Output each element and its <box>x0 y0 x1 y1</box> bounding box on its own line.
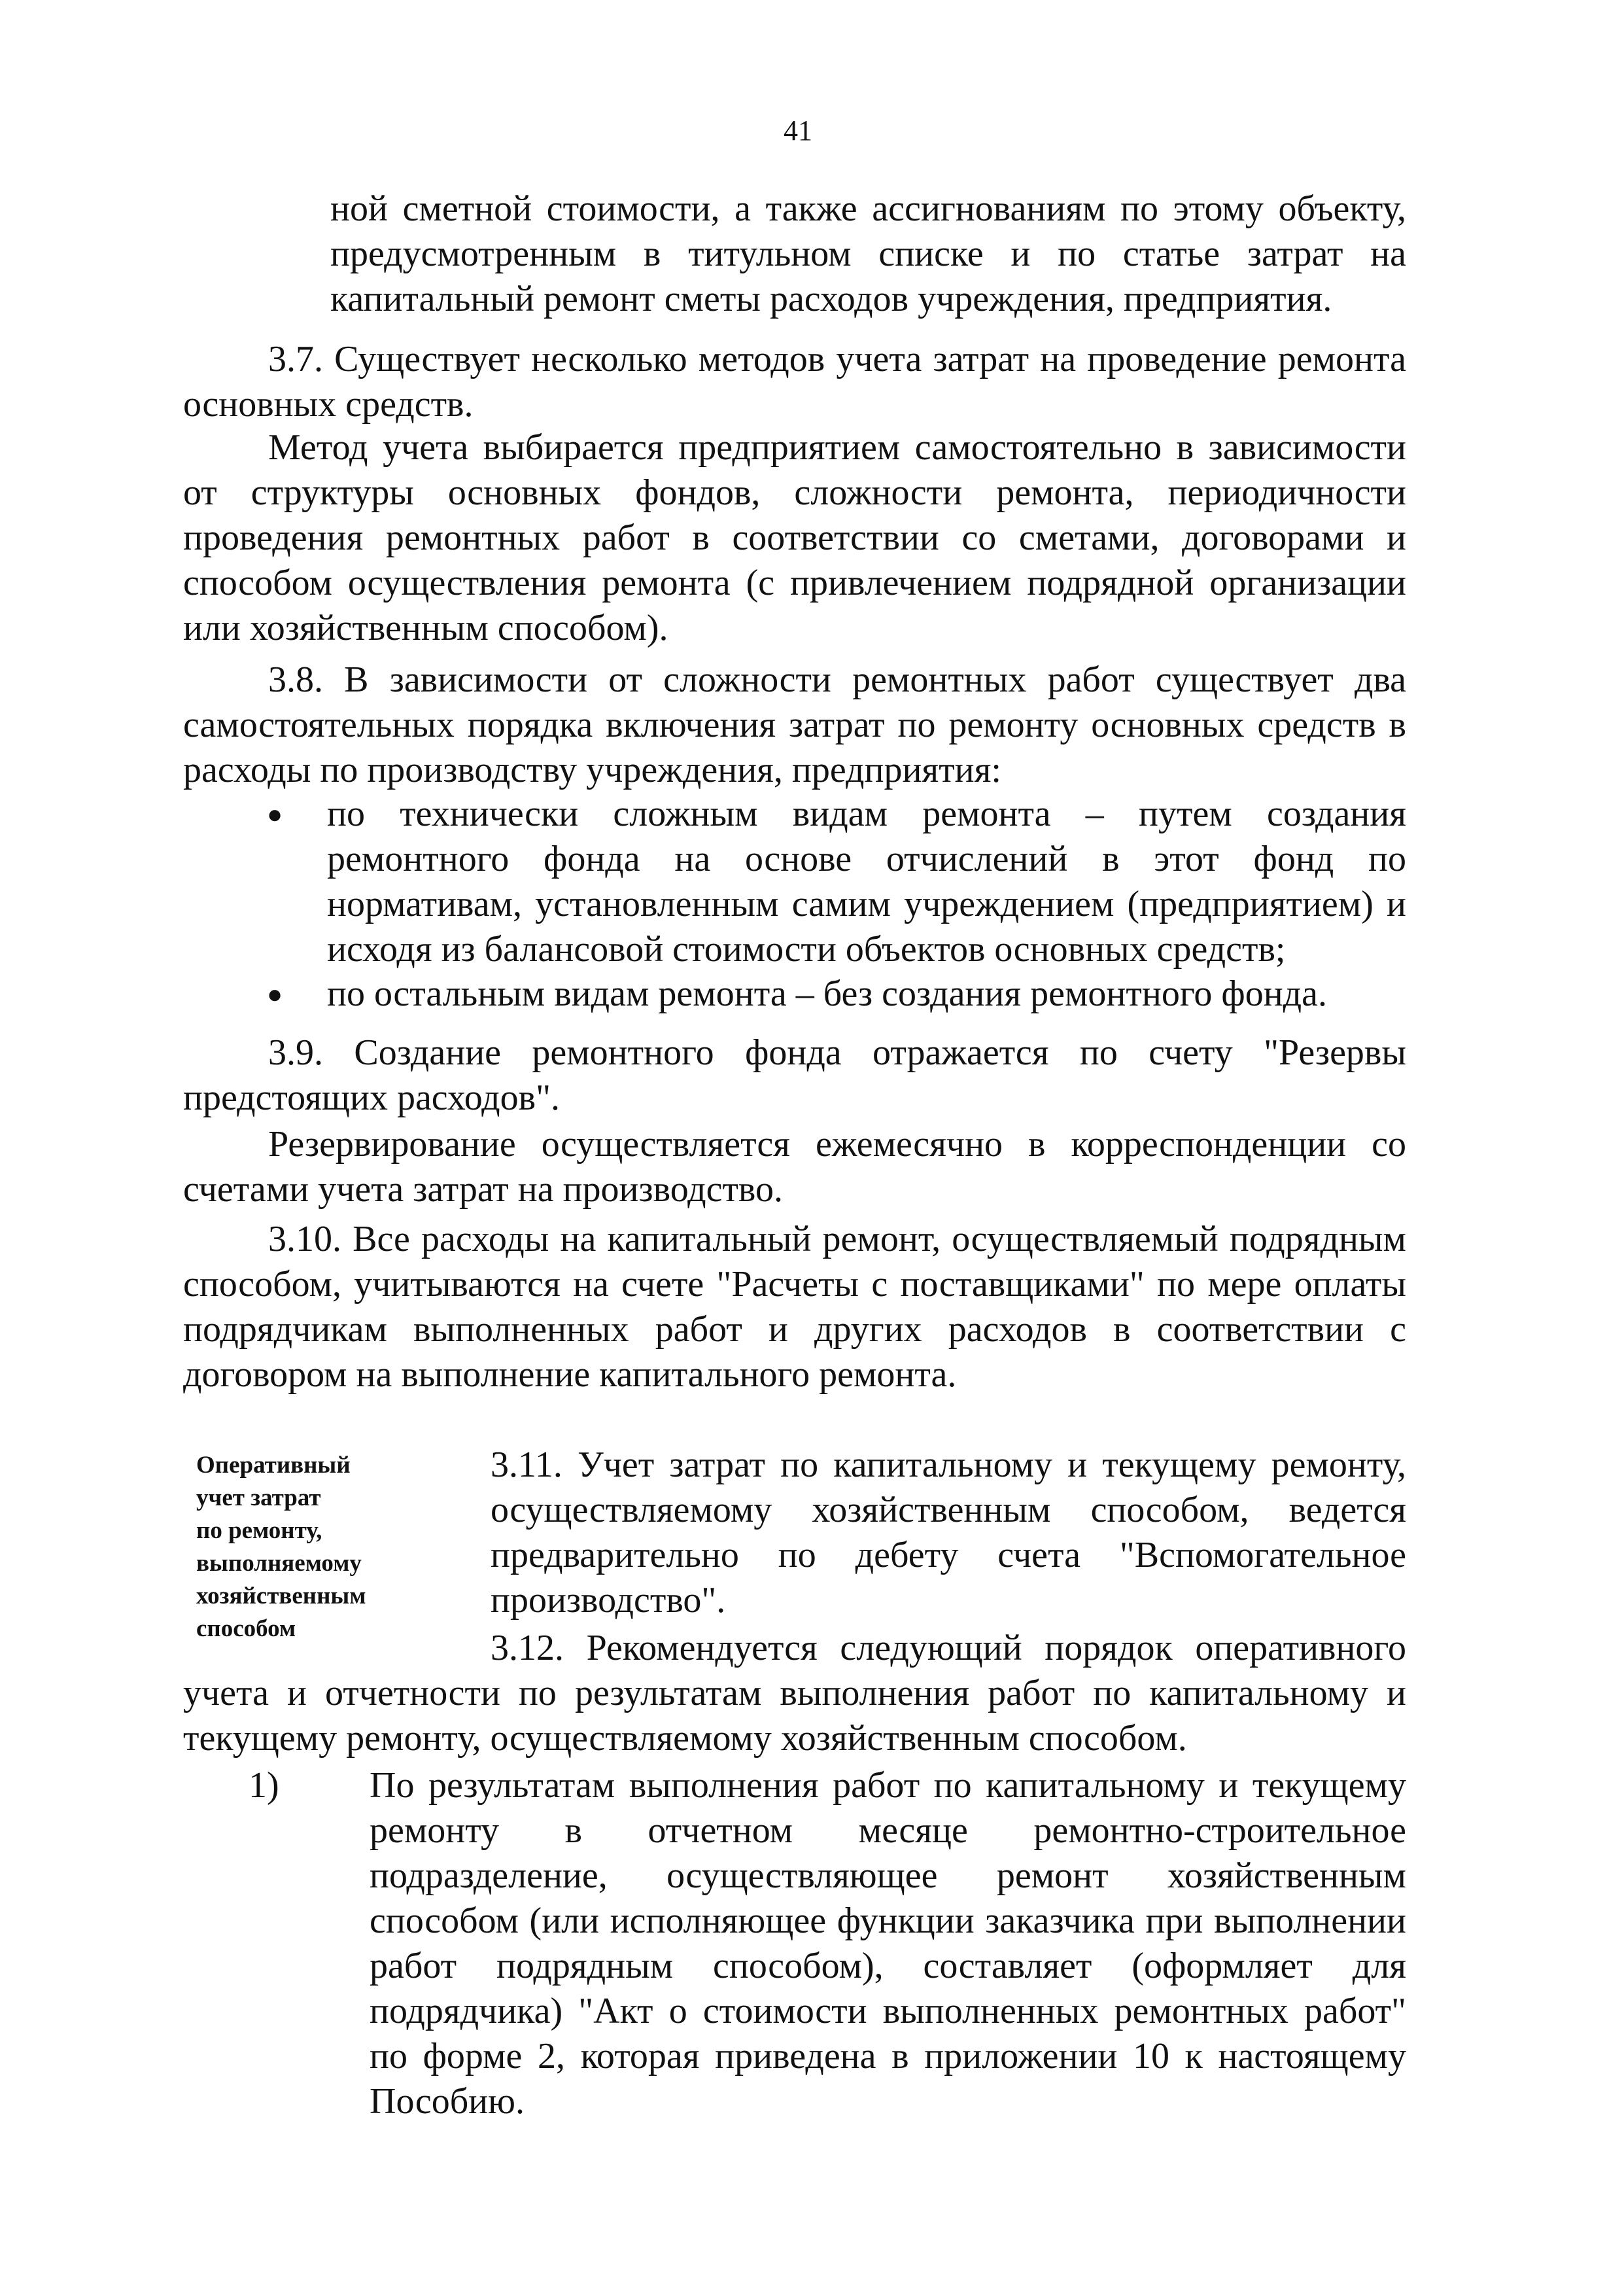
margin-note-line: учет затрат <box>196 1484 321 1511</box>
numbered-item-text: По результатам выполнения работ по капитальному и текущему ремонту в отчетном месяце ремонтно-строительное подразделение, осуществляющее ремонт хозяйственным способом (или исполняющее функции заказчика при выполнении работ подрядным способом), составляет (оформляет для подрядчика) "Акт о стоимости выполненных ремонтных работ" по форме 2, которая приведена в приложении 10 к настоящему Пособию. <box>370 1765 1406 2122</box>
paragraph-3-8: 3.8. В зависимости от сложности ремонтных работ существует два самостоятельных порядка включения затрат по ремонту основных средств в расходы по производству учреждения, предприятия: <box>183 659 1406 790</box>
margin-note-line: способом <box>196 1615 296 1642</box>
margin-note-line: по ремонту, <box>196 1517 322 1544</box>
numbered-item-label: 1) <box>249 1765 279 1806</box>
paragraph-3-10: 3.10. Все расходы на капитальный ремонт, осуществляемый подрядным способом, учитываются на счете "Расчеты с поставщиками" по мере оплаты подрядчикам выполненных работ и других расходов в соответствии с договором на выполнение капитального ремонта. <box>183 1219 1406 1395</box>
margin-note-line: выполняемому <box>196 1550 362 1577</box>
paragraph-intro: ной сметной стоимости, а также ассигнованиям по этому объекту, предусмотренным в титульном списке и по статье затрат на капитальный ремонт сметы расходов учреждения, предприятия. <box>330 188 1406 319</box>
bullet-text: по технически сложным видам ремонта – путем создания ремонтного фонда на основе отчислений в этот фонд по нормативам, установленным самим учреждением (предприятием) и исходя из балансовой стоимости объектов основных средств; <box>327 794 1406 970</box>
paragraph-3-7-method: Метод учета выбирается предприятием самостоятельно в зависимости от структуры основных фондов, сложности ремонта, периодичности проведения ремонтных работ в соответствии со сметами, договорами и способом осуществления ремонта (с привлечением подрядной организации или хозяйственным способом). <box>183 427 1406 648</box>
bullet-text: по остальным видам ремонта – без создания ремонтного фонда. <box>327 973 1328 1014</box>
bullet-icon: ● <box>267 799 283 829</box>
paragraph-3-11: 3.11. Учет затрат по капитальному и текущему ремонту, осуществляемому хозяйственным способом, ведется предварительно по дебету счета "Вспомогательное производство". <box>491 1445 1406 1621</box>
paragraph-3-7: 3.7. Существует несколько методов учета затрат на проведение ремонта основных средств. <box>183 339 1406 425</box>
paragraph-3-9: 3.9. Создание ремонтного фонда отражается по счету "Резервы предстоящих расходов". <box>183 1032 1406 1118</box>
paragraph-3-12: 3.12. Рекомендуется следующий порядок оперативного учета и отчетности по результатам выполнения работ по капитальному и текущему ремонту, осуществляемому хозяйственным способом. <box>183 1628 1406 1759</box>
margin-note-line: Оперативный <box>196 1452 351 1479</box>
margin-note <box>196 1449 458 1645</box>
margin-note-line: хозяйственным <box>196 1583 366 1609</box>
paragraph-3-9-reserve: Резервирование осуществляется ежемесячно в корреспонденции со счетами учета затрат на производство. <box>183 1124 1406 1210</box>
page-number: 41 <box>784 114 812 147</box>
bullet-icon: ● <box>267 979 283 1009</box>
